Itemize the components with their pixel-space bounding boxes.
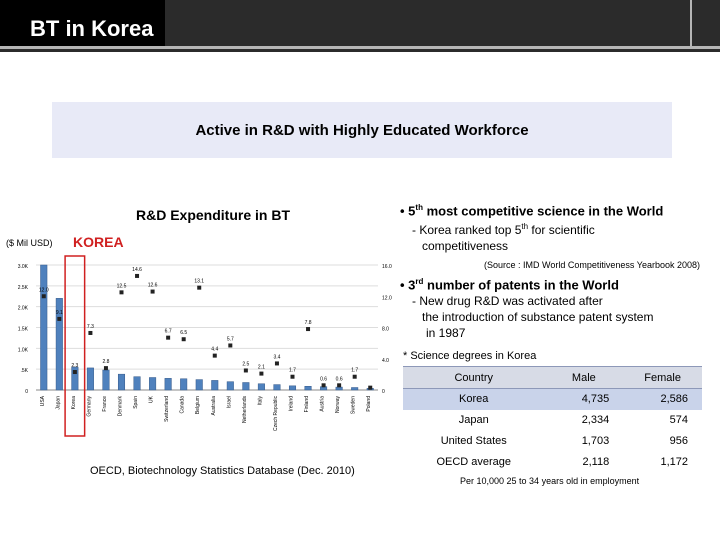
x-tick-label: Germany xyxy=(86,396,93,417)
share-label: 4.4 xyxy=(211,346,219,353)
share-point xyxy=(306,327,310,331)
banner-text: Active in R&D with Highly Educated Workforce xyxy=(195,121,529,139)
y-tick-label: 1.0K xyxy=(17,347,28,354)
science-degrees-table xyxy=(403,366,702,473)
cell-country: United States xyxy=(440,435,507,447)
cell-country: Korea xyxy=(403,389,544,410)
y2-tick-label: 0 xyxy=(382,389,385,395)
bar xyxy=(351,388,358,391)
x-tick-label: Switzerland xyxy=(164,396,171,422)
cell-female: 956 xyxy=(669,435,688,447)
share-point xyxy=(368,386,372,390)
bar xyxy=(103,370,110,390)
x-tick-label: Czech Republic xyxy=(272,396,279,432)
share-label: 12.5 xyxy=(116,283,127,290)
y2-tick-label: 16.0 xyxy=(382,264,392,270)
bar xyxy=(243,383,250,391)
bullet-line: - Korea ranked top 5th for scientific xyxy=(412,222,595,238)
share-point xyxy=(322,383,326,387)
bar xyxy=(118,374,125,390)
share-label: 13.1 xyxy=(194,278,205,285)
cell-female: 1,172 xyxy=(660,456,688,468)
bar xyxy=(180,379,187,390)
share-point xyxy=(182,337,186,341)
bar xyxy=(289,386,296,390)
bullet-line: in 1987 xyxy=(426,326,466,341)
y-tick-label: 2.5K xyxy=(17,284,28,291)
y-tick-label: 3.0K xyxy=(17,264,28,270)
y-tick-label: 1.5K xyxy=(17,326,28,333)
share-label: 6.7 xyxy=(164,328,172,335)
bar xyxy=(305,386,312,390)
bar xyxy=(227,382,234,390)
chart-unit-label: ($ Mil USD) xyxy=(6,238,53,248)
bullet-line: - New drug R&D was activated after xyxy=(412,294,603,309)
x-tick-label: Canada xyxy=(179,396,186,414)
x-tick-label: Japan xyxy=(55,396,62,410)
header-bar xyxy=(0,0,720,52)
table-row xyxy=(403,389,702,410)
share-point xyxy=(104,366,108,370)
bar xyxy=(212,380,219,390)
share-point xyxy=(73,370,77,374)
share-label: 0.6 xyxy=(320,376,328,383)
rd-expenditure-chart xyxy=(0,250,395,445)
slide-title: BT in Korea xyxy=(30,16,154,41)
share-point xyxy=(337,383,341,387)
cell-male: 1,703 xyxy=(581,435,610,447)
share-label: 12.0 xyxy=(38,287,49,294)
header-corner-line xyxy=(690,0,710,46)
x-tick-label: Austria xyxy=(319,396,326,412)
bar xyxy=(149,378,156,391)
share-point xyxy=(57,317,61,321)
share-label: 9.1 xyxy=(55,309,63,316)
cell-male: 2,334 xyxy=(581,414,610,426)
table-row xyxy=(403,431,702,452)
x-tick-label: Poland xyxy=(366,396,373,412)
share-label: 2.3 xyxy=(71,363,79,370)
y2-tick-label: 12.0 xyxy=(382,295,392,302)
x-tick-label: Sweden xyxy=(350,396,357,415)
x-tick-label: Norway xyxy=(335,396,342,413)
y-tick-label: 0 xyxy=(25,389,28,395)
share-label: 5.7 xyxy=(226,336,234,343)
bar xyxy=(165,378,172,390)
col-country: Country xyxy=(403,367,544,389)
x-tick-label: Denmark xyxy=(117,396,124,417)
source-note: (Source : IMD World Competitiveness Yearbook 2008) xyxy=(484,260,700,270)
share-point xyxy=(151,290,155,294)
cell-country: OECD average xyxy=(436,456,512,468)
x-tick-label: UK xyxy=(148,396,155,403)
bar xyxy=(258,384,265,390)
bullet-line: competitiveness xyxy=(422,239,509,254)
bar xyxy=(336,387,343,390)
bar xyxy=(274,385,281,390)
share-point xyxy=(244,368,248,372)
share-label: 0.6 xyxy=(335,376,343,383)
col-female: Female xyxy=(623,367,702,389)
x-tick-label: Italy xyxy=(257,396,264,406)
cell-female: 574 xyxy=(669,414,688,426)
share-point xyxy=(120,290,124,294)
share-label: 1.7 xyxy=(351,367,359,374)
bullet-patents xyxy=(400,274,653,341)
share-point xyxy=(88,331,92,335)
table-footnote: Per 10,000 25 to 34 years old in employment xyxy=(460,476,640,486)
bullet-title: • 3rd number of patents in the World xyxy=(400,277,619,293)
header-divider xyxy=(0,46,720,49)
share-point xyxy=(353,375,357,379)
y-tick-label: .5K xyxy=(20,368,28,375)
share-point xyxy=(197,286,201,290)
share-label: 12.6 xyxy=(147,282,158,289)
share-label: 3.4 xyxy=(273,354,281,361)
cell-country: Japan xyxy=(458,414,489,426)
x-tick-label: France xyxy=(101,396,108,412)
headline-banner xyxy=(52,102,672,158)
cell-female: 2,586 xyxy=(623,389,702,410)
share-label: 2.1 xyxy=(257,364,265,371)
bullet-title: • 5th most competitive science in the World xyxy=(400,203,664,219)
y2-tick-label: 8.0 xyxy=(382,326,389,333)
share-point xyxy=(291,375,295,379)
chart-source: OECD, Biotechnology Statistics Database (Dec. 2010) xyxy=(90,465,355,477)
share-point xyxy=(228,343,232,347)
x-tick-label: Belgium xyxy=(195,396,202,415)
x-tick-label: Australia xyxy=(210,396,217,416)
x-tick-label: Finland xyxy=(304,396,311,413)
cell-male: 4,735 xyxy=(544,389,623,410)
share-point xyxy=(166,336,170,340)
x-tick-label: Israel xyxy=(226,396,233,409)
table-row xyxy=(403,452,702,473)
share-label: 2.8 xyxy=(102,359,110,366)
y2-tick-label: 4.0 xyxy=(382,357,389,364)
x-tick-label: USA xyxy=(39,396,46,407)
x-tick-label: Netherlands xyxy=(241,396,248,423)
chart-title: R&D Expenditure in BT xyxy=(136,207,291,223)
share-point xyxy=(259,372,263,376)
y-tick-label: 2.0K xyxy=(17,305,28,312)
share-label: 2.5 xyxy=(242,361,250,368)
col-male: Male xyxy=(544,367,623,389)
bar xyxy=(196,380,203,390)
x-tick-label: Korea xyxy=(70,396,77,410)
bar xyxy=(134,377,141,390)
share-label: 1.7 xyxy=(289,367,296,374)
share-label: 7.8 xyxy=(304,320,312,327)
share-label: 7.3 xyxy=(86,323,94,330)
table-header-row xyxy=(403,367,702,389)
korea-highlight-label: KOREA xyxy=(73,234,124,250)
share-point xyxy=(42,294,46,298)
share-point xyxy=(135,274,139,278)
x-tick-label: Spain xyxy=(133,396,140,409)
table-row xyxy=(403,410,702,431)
share-label: 14.6 xyxy=(132,266,142,273)
bullet-line: the introduction of substance patent system xyxy=(422,310,654,325)
bar xyxy=(38,265,49,390)
share-point xyxy=(275,361,279,365)
bullet-competitiveness xyxy=(400,200,663,254)
share-point xyxy=(213,354,217,358)
x-tick-label: Ireland xyxy=(288,396,295,412)
degrees-table-label: * Science degrees in Korea xyxy=(403,350,537,362)
bar xyxy=(87,368,94,390)
share-label: 6.5 xyxy=(180,330,188,337)
cell-male: 2,118 xyxy=(582,456,610,468)
